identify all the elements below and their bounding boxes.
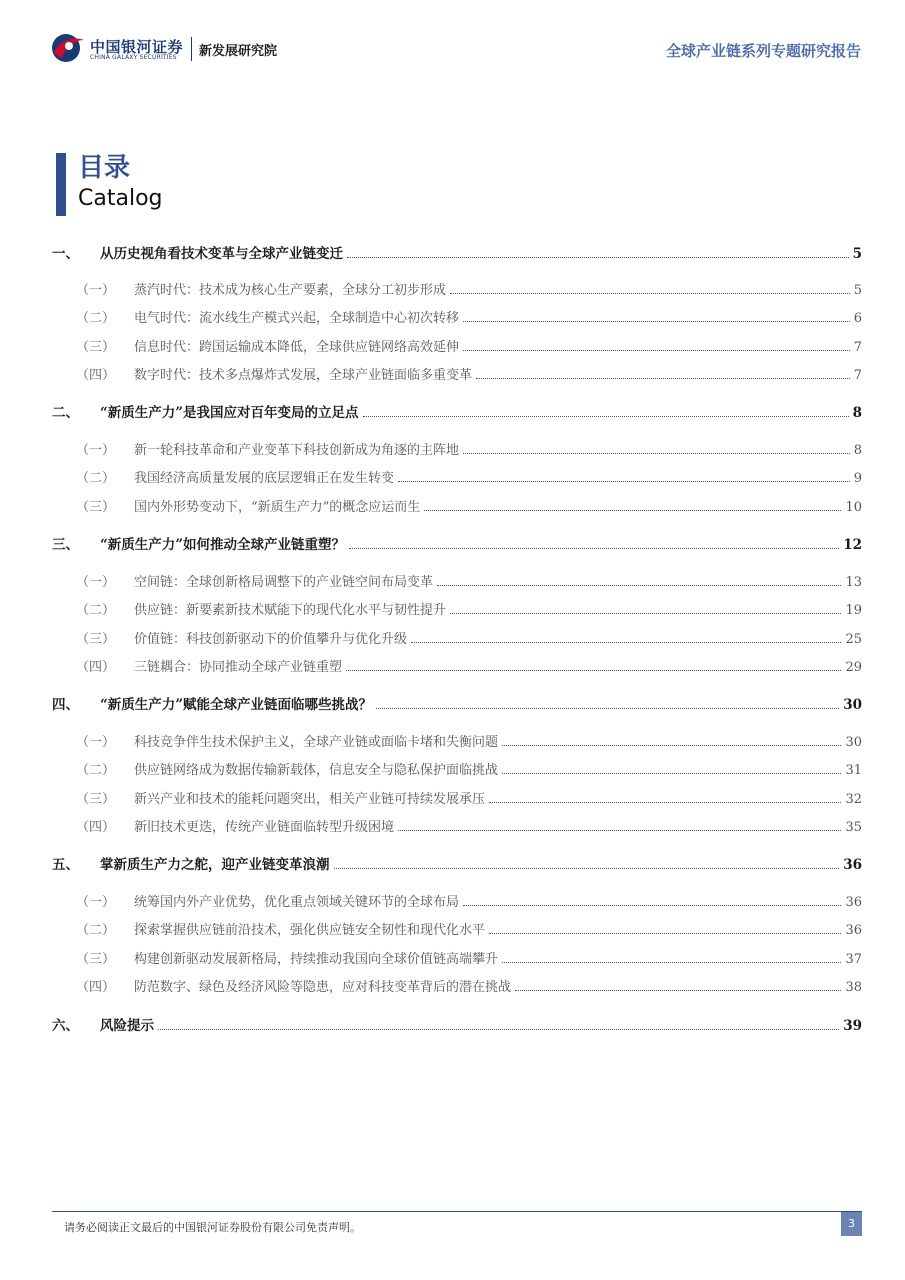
toc-chapter-entry[interactable]	[52, 1014, 862, 1034]
toc-dot-leader	[424, 510, 841, 511]
toc-entry-page: 39	[843, 1018, 862, 1034]
toc-entry-page: 8	[852, 405, 862, 421]
toc-dot-leader	[346, 670, 841, 671]
toc-dot-leader	[489, 802, 841, 803]
toc-section-entry[interactable]	[52, 467, 862, 486]
toc-section-entry[interactable]	[52, 891, 862, 910]
toc-entry-page: 9	[853, 471, 862, 486]
toc-entry-number: 四、	[52, 697, 79, 713]
brand-name-cn: 中国银河证券	[90, 38, 184, 56]
toc-dot-leader	[502, 962, 841, 963]
toc-entry-title: 科技竞争伴生技术保护主义，全球产业链或面临卡堵和失衡问题	[134, 735, 499, 750]
toc-entry-title: 我国经济高质量发展的底层逻辑正在发生转变	[134, 471, 395, 486]
toc-entry-page: 30	[845, 735, 862, 750]
toc-entry-page: 8	[853, 443, 862, 458]
toc-entry-number: （二）	[76, 923, 116, 938]
toc-entry-page: 31	[845, 763, 862, 778]
toc-entry-number: （二）	[76, 603, 116, 618]
toc-dot-leader	[398, 481, 850, 482]
toc-entry-number: （三）	[76, 632, 116, 647]
toc-entry-page: 7	[853, 340, 862, 355]
toc-entry-number: 一、	[52, 246, 79, 262]
toc-entry-title: “新质生产力”如何推动全球产业链重塑？	[100, 537, 346, 553]
toc-dot-leader	[463, 321, 850, 322]
toc-entry-number: （四）	[76, 820, 116, 835]
toc-entry-page: 32	[845, 792, 862, 807]
toc-entry-page: 7	[853, 368, 862, 383]
toc-dot-leader	[463, 453, 850, 454]
footer-disclaimer: 请务必阅读正文最后的中国银河证券股份有限公司免责声明。	[64, 1221, 361, 1234]
toc-section-entry[interactable]	[52, 976, 862, 995]
page-number: 3	[841, 1212, 862, 1236]
toc-entry-title: 国内外形势变动下，“新质生产力”的概念应运而生	[134, 500, 421, 515]
toc-entry-number: 六、	[52, 1018, 79, 1034]
toc-entry-number: 三、	[52, 537, 79, 553]
toc-dot-leader	[158, 1029, 839, 1030]
toc-entry-page: 35	[845, 820, 862, 835]
toc-dot-leader	[489, 933, 841, 934]
toc-entry-number: （一）	[76, 283, 116, 298]
toc-entry-number: （一）	[76, 443, 116, 458]
toc-chapter-entry[interactable]	[52, 401, 862, 421]
toc-chapter-entry[interactable]	[52, 533, 862, 553]
toc-entry-title: 三链耦合：协同推动全球产业链重塑	[134, 660, 343, 675]
toc-entry-page: 5	[852, 246, 862, 262]
toc-section-entry[interactable]	[52, 628, 862, 647]
toc-entry-number: （三）	[76, 792, 116, 807]
toc-entry-number: （一）	[76, 895, 116, 910]
toc-entry-number: （三）	[76, 340, 116, 355]
toc-section-entry[interactable]	[52, 307, 862, 326]
toc-entry-title: 电气时代：流水线生产模式兴起，全球制造中心初次转移	[134, 311, 460, 326]
toc-section-entry[interactable]	[52, 571, 862, 590]
toc-entry-number: （三）	[76, 952, 116, 967]
toc-entry-page: 36	[845, 895, 862, 910]
toc-section-entry[interactable]	[52, 279, 862, 298]
toc-entry-title: 供应链网络成为数据传输新载体，信息安全与隐私保护面临挑战	[134, 763, 499, 778]
toc-entry-page: 19	[845, 603, 862, 618]
toc-entry-page: 30	[843, 697, 862, 713]
toc-entry-title: 从历史视角看技术变革与全球产业链变迁	[100, 246, 343, 262]
toc-dot-leader	[376, 708, 839, 709]
toc-chapter-entry[interactable]	[52, 853, 862, 873]
toc-section-entry[interactable]	[52, 919, 862, 938]
toc-entry-page: 12	[843, 537, 862, 553]
toc-entry-title: 供应链：新要素新技术赋能下的现代化水平与韧性提升	[134, 603, 447, 618]
toc-entry-number: （三）	[76, 500, 116, 515]
toc-entry-title: “新质生产力”赋能全球产业链面临哪些挑战？	[100, 697, 373, 713]
toc-entry-number: （四）	[76, 980, 116, 995]
toc-entry-title: 信息时代：跨国运输成本降低，全球供应链网络高效延伸	[134, 340, 460, 355]
title-accent-bar	[56, 153, 66, 216]
footer-divider	[52, 1211, 862, 1212]
toc-section-entry[interactable]	[52, 759, 862, 778]
toc-entry-number: （四）	[76, 660, 116, 675]
toc-dot-leader	[502, 773, 841, 774]
toc-entry-page: 25	[845, 632, 862, 647]
toc-entry-title: “新质生产力”是我国应对百年变局的立足点	[100, 405, 359, 421]
toc-entry-title: 新旧技术更迭，传统产业链面临转型升级困境	[134, 820, 395, 835]
toc-entry-number: （四）	[76, 368, 116, 383]
toc-entry-number: 五、	[52, 857, 79, 873]
toc-entry-title: 统筹国内外产业优势，优化重点领域关键环节的全球布局	[134, 895, 460, 910]
toc-entry-title: 新兴产业和技术的能耗问题突出，相关产业链可持续发展承压	[134, 792, 486, 807]
toc-entry-number: （二）	[76, 471, 116, 486]
toc-entry-page: 36	[845, 923, 862, 938]
toc-entry-title: 数字时代：技术多点爆炸式发展，全球产业链面临多重变革	[134, 368, 473, 383]
toc-entry-page: 36	[843, 857, 862, 873]
toc-chapter-entry[interactable]	[52, 242, 862, 262]
catalog-title-cn: 目录	[78, 153, 131, 183]
toc-entry-page: 37	[845, 952, 862, 967]
toc-entry-title: 防范数字、绿色及经济风险等隐患，应对科技变革背后的潜在挑战	[134, 980, 512, 995]
report-series-title: 全球产业链系列专题研究报告	[665, 42, 861, 60]
toc-entry-page: 38	[845, 980, 862, 995]
toc-dot-leader	[334, 868, 840, 869]
institute-name: 新发展研究院	[199, 44, 278, 59]
toc-entry-title: 新一轮科技革命和产业变革下科技创新成为角逐的主阵地	[134, 443, 460, 458]
toc-section-entry[interactable]	[52, 496, 862, 515]
toc-entry-title: 风险提示	[100, 1018, 154, 1034]
toc-entry-page: 5	[853, 283, 862, 298]
toc-entry-number: （二）	[76, 763, 116, 778]
toc-dot-leader	[450, 293, 850, 294]
toc-section-entry[interactable]	[52, 948, 862, 967]
galaxy-logo-icon	[50, 32, 86, 64]
toc-dot-leader	[463, 350, 850, 351]
toc-dot-leader	[363, 416, 849, 417]
toc-entry-page: 13	[845, 575, 862, 590]
page-header	[0, 0, 905, 80]
catalog-title-en: Catalog	[78, 186, 163, 211]
toc-chapter-entry[interactable]	[52, 693, 862, 713]
toc-section-entry[interactable]	[52, 816, 862, 835]
toc-dot-leader	[502, 745, 841, 746]
toc-dot-leader	[476, 378, 850, 379]
toc-entry-title: 价值链：科技创新驱动下的价值攀升与优化升级	[134, 632, 408, 647]
toc-entry-title: 蒸汽时代：技术成为核心生产要素，全球分工初步形成	[134, 283, 447, 298]
toc-entry-number: （一）	[76, 735, 116, 750]
toc-section-entry[interactable]	[52, 788, 862, 807]
toc-dot-leader	[411, 642, 841, 643]
toc-entry-page: 10	[845, 500, 862, 515]
toc-dot-leader	[349, 548, 839, 549]
toc-section-entry[interactable]	[52, 439, 862, 458]
toc-dot-leader	[437, 585, 841, 586]
toc-dot-leader	[515, 990, 841, 991]
toc-entry-title: 空间链：全球创新格局调整下的产业链空间布局变革	[134, 575, 434, 590]
toc-entry-title: 掌新质生产力之舵，迎产业链变革浪潮	[100, 857, 330, 873]
toc-dot-leader	[398, 830, 841, 831]
toc-entry-number: 二、	[52, 405, 79, 421]
toc-section-entry[interactable]	[52, 656, 862, 675]
brand-name-en: CHINA GALAXY SECURITIES	[90, 54, 177, 61]
header-divider	[191, 37, 192, 61]
toc-entry-number: （二）	[76, 311, 116, 326]
toc-section-entry[interactable]	[52, 336, 862, 355]
toc-entry-page: 6	[853, 311, 862, 326]
toc-entry-title: 构建创新驱动发展新格局，持续推动我国向全球价值链高端攀升	[134, 952, 499, 967]
toc-section-entry[interactable]	[52, 731, 862, 750]
toc-dot-leader	[463, 905, 841, 906]
toc-entry-page: 29	[845, 660, 862, 675]
toc-section-entry[interactable]	[52, 599, 862, 618]
toc-section-entry[interactable]	[52, 364, 862, 383]
toc-entry-number: （一）	[76, 575, 116, 590]
toc-entry-title: 探索掌握供应链前沿技术，强化供应链安全韧性和现代化水平	[134, 923, 486, 938]
toc-dot-leader	[347, 257, 849, 258]
toc-dot-leader	[450, 613, 841, 614]
